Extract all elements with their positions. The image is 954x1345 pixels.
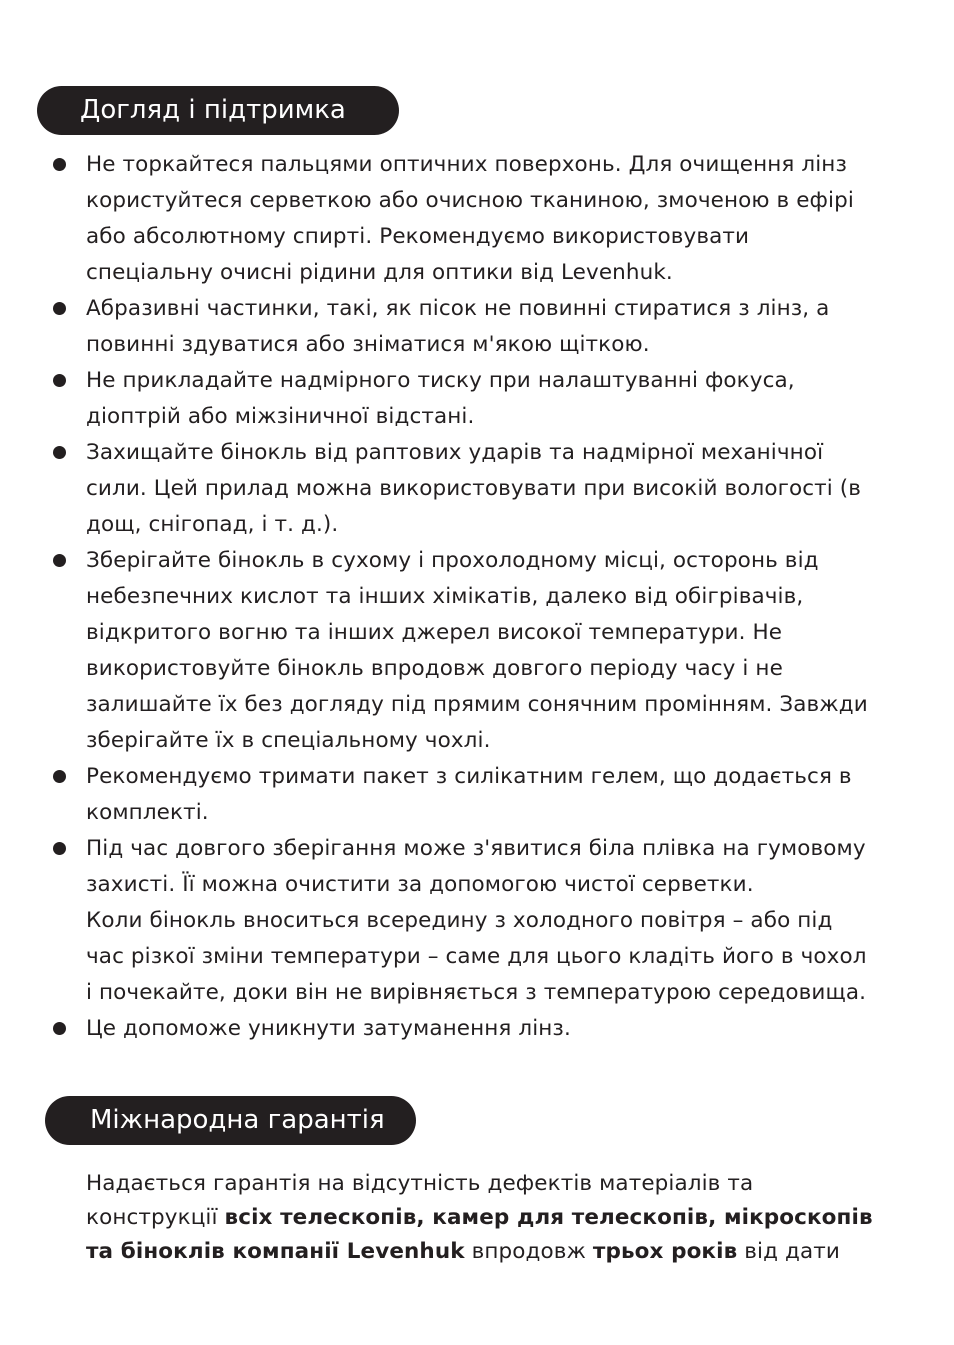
- list-item: [50, 291, 920, 363]
- warranty-line: [86, 1201, 926, 1235]
- bullet-icon: [53, 302, 66, 315]
- list-item-line: або абсолютному спирті. Рекомендуємо використовувати: [86, 224, 750, 249]
- list-item-line: сили. Цей прилад можна використовувати при високій вологості (в: [86, 476, 862, 501]
- section-title-care: Догляд і підтримка: [37, 86, 399, 135]
- list-item-line: Абразивні частинки, такі, як пісок не повинні стиратися з лінз, а: [86, 296, 830, 321]
- warranty-line: [86, 1235, 926, 1269]
- list-item: [50, 1011, 920, 1047]
- list-item-line: Коли бінокль вноситься всередину з холодного повітря – або під: [86, 908, 833, 933]
- list-item: [50, 759, 920, 831]
- list-item-line: захисті. Її можна очистити за допомогою чистої серветки.: [86, 872, 754, 897]
- warranty-text: конструкції: [86, 1205, 225, 1230]
- bullet-icon: [53, 770, 66, 783]
- warranty-text: впродовж: [464, 1239, 593, 1264]
- warranty-paragraph: [86, 1167, 926, 1269]
- warranty-bold-text: трьох років: [592, 1239, 738, 1264]
- list-item: [50, 363, 920, 435]
- list-item: [50, 831, 920, 1011]
- bullet-icon: [53, 158, 66, 171]
- warranty-text: Надається гарантія на відсутність дефектів матеріалів та: [86, 1171, 754, 1196]
- list-item-line: Під час довгого зберігання може з'явитися біла плівка на гумовому: [86, 836, 866, 861]
- list-item-line: залишайте їх без догляду під прямим сонячним промінням. Завжди: [86, 692, 868, 717]
- list-item-line: зберігайте їх в спеціальному чохлі.: [86, 728, 491, 753]
- list-item-line: користуйтеся серветкою або очисною тканиною, змоченою в ефірі: [86, 188, 854, 213]
- list-item-line: комплекті.: [86, 800, 209, 825]
- list-item-line: Не торкайтеся пальцями оптичних поверхонь. Для очищення лінз: [86, 152, 847, 177]
- list-item-line: і почекайте, доки він не вирівняється з температурою середовища.: [86, 980, 867, 1005]
- list-item-line: Захищайте бінокль від раптових ударів та надмірної механічної: [86, 440, 824, 465]
- bullet-icon: [53, 446, 66, 459]
- list-item-line: небезпечних кислот та інших хімікатів, далеко від обігрівачів,: [86, 584, 804, 609]
- care-list: [50, 147, 920, 1047]
- bullet-icon: [53, 374, 66, 387]
- section-title-warranty: Міжнародна гарантія: [45, 1096, 416, 1145]
- list-item: [50, 543, 920, 759]
- list-item-line: Рекомендуємо тримати пакет з силікатним гелем, що додається в: [86, 764, 852, 789]
- bullet-icon: [53, 842, 66, 855]
- list-item-line: Це допоможе уникнути затуманення лінз.: [86, 1016, 571, 1041]
- list-item-line: Зберігайте бінокль в сухому і прохолодному місці, осторонь від: [86, 548, 819, 573]
- list-item-line: повинні здуватися або зніматися м'якою щіткою.: [86, 332, 650, 357]
- warranty-bold-text: та біноклів компанії Levenhuk: [86, 1239, 465, 1264]
- bullet-icon: [53, 1022, 66, 1035]
- list-item-line: дощ, снігопад, і т. д.).: [86, 512, 339, 537]
- warranty-bold-text: всіх телескопів, камер для телескопів, мікроскопів: [224, 1205, 873, 1230]
- warranty-text: від дати: [737, 1239, 840, 1264]
- warranty-line: [86, 1167, 926, 1201]
- list-item-line: Не прикладайте надмірного тиску при налаштуванні фокуса,: [86, 368, 795, 393]
- list-item: [50, 147, 920, 291]
- bullet-icon: [53, 554, 66, 567]
- list-item-line: час різкої зміни температури – саме для цього кладіть його в чохол: [86, 944, 867, 969]
- list-item-line: діоптрій або міжзіничної відстані.: [86, 404, 475, 429]
- list-item: [50, 435, 920, 543]
- list-item-line: використовуйте бінокль впродовж довгого періоду часу і не: [86, 656, 783, 681]
- list-item-line: спеціальну очисні рідини для оптики від Levenhuk.: [86, 260, 673, 285]
- list-item-line: відкритого вогню та інших джерел високої температури. Не: [86, 620, 783, 645]
